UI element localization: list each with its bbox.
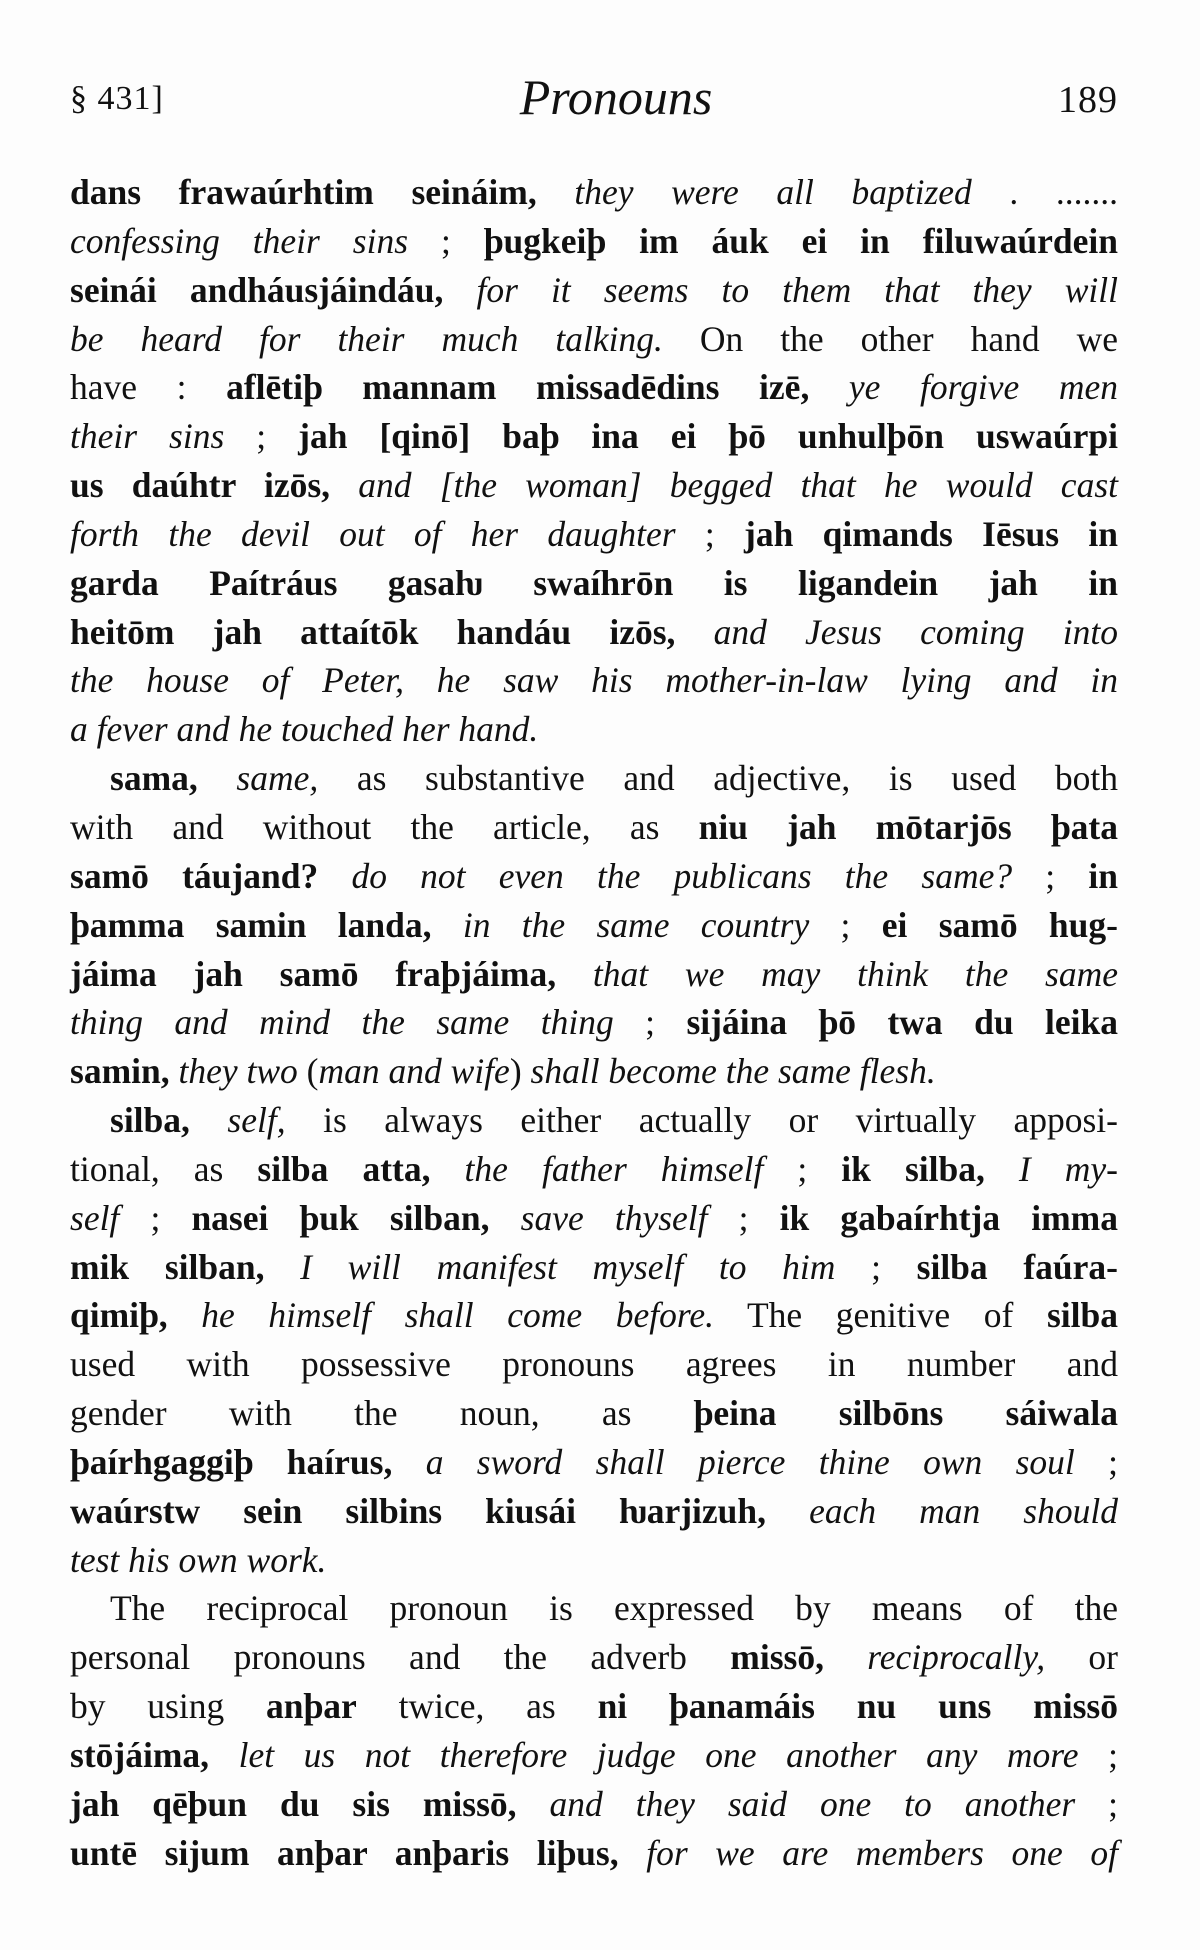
translation: self <box>70 1197 120 1238</box>
gothic-term: jah [qinō] baþ ina ei þō unhulþōn uswaúrpi <box>298 416 1119 457</box>
text-line <box>70 315 1118 364</box>
gothic-term: nasei þuk silban, <box>191 1197 490 1238</box>
translation: the father himself <box>430 1148 764 1189</box>
page-title <box>70 68 1118 126</box>
gothic-term: silba atta, <box>257 1148 431 1189</box>
translation: thing and mind the same thing <box>70 1002 614 1043</box>
text-line <box>70 217 1118 266</box>
gothic-term: stōjáima, <box>70 1735 210 1775</box>
gothic-term: niu jah mōtarjōs þata <box>698 806 1118 847</box>
translation: a fever and he touched her hand. <box>70 709 539 750</box>
prose: ; <box>613 1002 687 1043</box>
prose: with and without the article, as <box>70 806 699 847</box>
gothic-term: aflētiþ mannam missadēdins izē, <box>226 367 810 408</box>
body-text <box>70 168 1118 1878</box>
translation: I will manifest myself to him <box>264 1246 836 1287</box>
translation: he himself shall come before. <box>167 1295 714 1336</box>
text-line <box>70 1584 1118 1633</box>
translation: man and wife <box>318 1051 510 1092</box>
translation: test his own work. <box>70 1539 327 1580</box>
prose: ; <box>809 904 882 945</box>
text-line <box>70 1389 1118 1438</box>
gothic-term: qimiþ, <box>70 1295 168 1336</box>
prose: tional, as <box>70 1148 258 1189</box>
gothic-term: waúrstw sein silbins kiusái ƕarjizuh, <box>70 1490 767 1531</box>
text-line <box>70 1194 1118 1243</box>
gothic-term: garda Paítráus gasaƕ swaíhrōn is ligandein jah in <box>70 562 1118 603</box>
gothic-term: mik silban, <box>70 1246 265 1287</box>
translation: I my- <box>984 1148 1118 1189</box>
prose: ; <box>1075 1783 1119 1824</box>
translation: forth the devil out of her daughter <box>70 513 676 554</box>
gothic-term: jáima jah samō fraþjáima, <box>70 953 557 994</box>
prose: ; <box>1074 1441 1118 1482</box>
gothic-term: seinái andháusjáindáu, <box>70 269 444 310</box>
text-line <box>70 1340 1118 1389</box>
text-line <box>70 1145 1118 1194</box>
gothic-term: jah qimands Iēsus in <box>744 513 1118 554</box>
text-line <box>70 363 1118 412</box>
prose: gender with the noun, as <box>70 1393 694 1434</box>
prose: is always either actually or virtually apposi- <box>285 1100 1118 1141</box>
prose: as substantive and adjective, is used both <box>318 758 1118 799</box>
gothic-term: samin, <box>70 1051 170 1092</box>
text-line <box>70 852 1118 901</box>
prose: . ....... <box>971 172 1119 212</box>
text-line <box>70 168 1118 217</box>
text-line <box>70 559 1118 608</box>
translation: same, <box>197 758 319 799</box>
translation: their sins <box>70 416 225 457</box>
text-line <box>70 1047 1118 1096</box>
prose: used with possessive pronouns agrees in number and <box>70 1344 1118 1385</box>
gothic-term: missō, <box>730 1637 824 1678</box>
prose: ; <box>224 416 299 457</box>
gothic-term: in <box>1088 855 1118 896</box>
gothic-term: sama, <box>110 758 198 799</box>
gothic-term: ik silba, <box>841 1148 985 1189</box>
prose: ; <box>1012 855 1089 896</box>
translation: that we may think the same <box>556 953 1118 994</box>
translation: be heard for their much talking. <box>70 318 663 359</box>
translation: and [the woman] begged that he would cast <box>330 465 1118 506</box>
gothic-term: dans frawaúrhtim seináim, <box>70 172 537 212</box>
prose: On the other hand we <box>662 318 1118 359</box>
gothic-term: þeina silbōns sáiwala <box>693 1393 1118 1434</box>
gothic-term: samō táujand? <box>70 855 319 896</box>
text-line <box>70 266 1118 315</box>
text-line <box>70 803 1118 852</box>
text-line <box>70 901 1118 950</box>
translation: reciprocally, <box>823 1637 1046 1678</box>
text-line <box>70 1731 1118 1780</box>
prose: ( <box>306 1051 319 1092</box>
gothic-term: silba faúra- <box>916 1246 1118 1287</box>
translation: they were all baptized <box>536 172 972 212</box>
translation: and Jesus coming into <box>675 611 1118 652</box>
text-line <box>70 1633 1118 1682</box>
text-line <box>70 1438 1118 1487</box>
translation: they two <box>169 1051 307 1092</box>
gothic-term: ni þanamáis nu uns missō <box>597 1686 1118 1727</box>
text-line <box>70 754 1118 803</box>
prose: personal pronouns and the adverb <box>70 1637 731 1678</box>
page-number: 189 <box>1058 79 1118 121</box>
text-line <box>70 1536 1118 1585</box>
translation: save thyself <box>489 1197 708 1238</box>
text-line <box>70 1487 1118 1536</box>
prose: ) <box>509 1051 522 1092</box>
prose: twice, as <box>356 1686 598 1727</box>
translation: confessing their sins <box>70 220 409 261</box>
text-line <box>70 998 1118 1047</box>
text-line <box>70 1780 1118 1829</box>
gothic-term: silba <box>1046 1295 1118 1336</box>
prose: ; <box>675 513 745 554</box>
text-line <box>70 1096 1118 1145</box>
text-line <box>70 412 1118 461</box>
prose: have : <box>70 367 227 408</box>
section-reference: § 431] <box>70 80 164 117</box>
translation: and they said one to another <box>516 1783 1076 1824</box>
prose: ; <box>763 1148 842 1189</box>
prose: ; <box>707 1197 780 1238</box>
translation: for it seems to them that they will <box>443 269 1118 310</box>
gothic-term: þaírhgaggiþ haírus, <box>70 1441 393 1482</box>
translation: self, <box>189 1100 286 1141</box>
text-line <box>70 1243 1118 1292</box>
prose: ; <box>119 1197 192 1238</box>
text-line <box>70 705 1118 754</box>
translation: do not even the publicans the same? <box>318 855 1013 896</box>
translation: a sword shall pierce thine own soul <box>392 1441 1075 1482</box>
translation: ye forgive men <box>809 367 1118 408</box>
gothic-term: þugkeiþ im áuk ei in filuwaúrdein <box>483 220 1119 261</box>
running-header <box>70 68 1118 128</box>
gothic-term: ei samō hug- <box>881 904 1118 945</box>
prose: or <box>1045 1637 1118 1678</box>
gothic-term: heitōm jah attaítōk handáu izōs, <box>70 611 676 652</box>
text-line <box>70 608 1118 657</box>
gothic-term: us daúhtr izōs, <box>70 465 331 506</box>
text-line <box>70 510 1118 559</box>
prose: ; <box>408 220 484 261</box>
gothic-term: sijáina þō twa du leika <box>686 1002 1118 1043</box>
page-title-text: Pronouns <box>519 69 713 125</box>
gothic-term: untē sijum anþar anþaris liþus, <box>70 1832 619 1873</box>
gothic-term: ik gabaírhtja imma <box>779 1197 1118 1238</box>
prose: The genitive of <box>714 1295 1047 1336</box>
translation: the house of Peter, he saw his mother-in-law lying and in <box>70 660 1118 701</box>
prose: The reciprocal pronoun is expressed by means of the <box>110 1588 1118 1629</box>
text-line <box>70 461 1118 510</box>
translation: shall become the same flesh. <box>521 1051 936 1092</box>
gothic-term: anþar <box>266 1686 357 1727</box>
translation: for we are members one of <box>618 1832 1118 1873</box>
prose: ; <box>1078 1735 1118 1775</box>
text-line <box>70 656 1118 705</box>
text-line <box>70 950 1118 999</box>
prose: by using <box>70 1686 267 1727</box>
translation: let us not therefore judge one another any more <box>209 1735 1079 1775</box>
text-line <box>70 1829 1118 1878</box>
gothic-term: þamma samin landa, <box>70 904 432 945</box>
prose: ; <box>835 1246 917 1287</box>
text-line <box>70 1291 1118 1340</box>
gothic-term: silba, <box>110 1100 190 1141</box>
translation: each man should <box>766 1490 1118 1531</box>
text-line <box>70 1682 1118 1731</box>
translation: in the same country <box>431 904 810 945</box>
gothic-term: jah qēþun du sis missō, <box>70 1783 517 1824</box>
